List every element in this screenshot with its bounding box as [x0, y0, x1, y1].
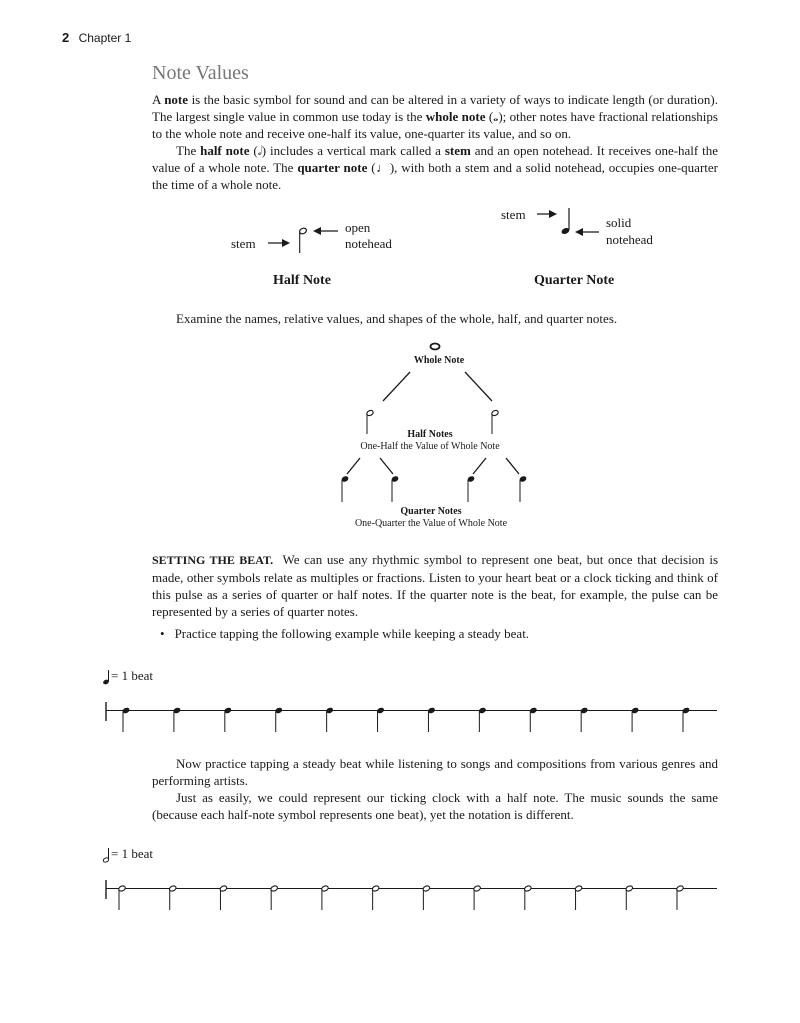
- tree-branch: [465, 372, 492, 401]
- quarter-note-icon: [467, 475, 476, 502]
- half-note-icon: [422, 885, 430, 910]
- half-notes-label: Half Notes: [407, 429, 453, 440]
- quarter-note-icon: [274, 707, 283, 732]
- whole-note-icon: [431, 344, 440, 350]
- quarter-note-icon: [427, 707, 436, 732]
- quarter-head-label-2: notehead: [606, 232, 653, 247]
- quarter-note-icon: [102, 669, 111, 685]
- intro-paragraph-2: The half note (𝅗𝅥) includes a vertical mark called a stem and an open notehead. It receives one-half the value of a whole note. The quarter note (♩), with both a stem and a solid notehead, occupies one-quarter the time of a whole note.: [152, 143, 719, 192]
- quarter-note-icon: [325, 707, 334, 732]
- half-note-icon: [169, 885, 177, 910]
- intro-paragraph-1: A note is the basic symbol for sound and can be altered in a variety of ways to indicate length (or duration). The largest single value in common use today is the whole note (𝅝); other notes have fractional relationships to the whole note and receive one-half its value, one-quarter its value, and so on.: [152, 92, 719, 141]
- half-note-caption: Half Note: [273, 273, 331, 288]
- beat-legend-text: = 1 beat: [111, 668, 153, 683]
- quarter-note-icon: [580, 707, 589, 732]
- half-note-icon: [219, 885, 227, 910]
- rhythm-staff-half: [0, 868, 800, 918]
- term-whole-note: whole note: [425, 109, 486, 124]
- half-note-icon: [574, 885, 582, 910]
- tree-branch: [473, 458, 486, 474]
- term-quarter-note: quarter note: [297, 160, 368, 175]
- quarter-note-icon: [478, 707, 487, 732]
- quarter-note-icon: [173, 707, 182, 732]
- half-head-label-1: open: [345, 220, 371, 235]
- whole-note-label: Whole Note: [413, 355, 465, 366]
- quarter-note-icon: [391, 475, 400, 502]
- tree-branch: [380, 458, 393, 474]
- bullet-text: Practice tapping the following example while keeping a steady beat.: [174, 626, 530, 641]
- quarter-note-icon: [223, 707, 232, 732]
- half-note-icon: [321, 885, 329, 910]
- setting-beat-text: We can use any rhythmic symbol to represent one beat, but once that decision is made, other symbols relate as multiples or fractions. Listen to your heart beat or a clock ticking and think of this pulse as a series of quarter or half notes. If the quarter note is the beat, for example, the pulse can be represented by a series of quarter notes.: [152, 552, 719, 619]
- half-note-icon: [118, 885, 126, 910]
- quarter-note-icon: [519, 475, 528, 502]
- quarter-notes-label: Quarter Notes: [400, 506, 462, 517]
- half-note-icon: [372, 885, 380, 910]
- half-note-icon: [676, 885, 684, 910]
- quarter-notes-description: One-Quarter the Value of Whole Note: [354, 518, 508, 529]
- tree-branch: [506, 458, 519, 474]
- practice-paragraph-2: Just as easily, we could represent our ticking clock with a half note. The music sounds the same (because each half-note symbol represents one beat), yet the notation is different.: [152, 790, 718, 822]
- quarter-note-icon: [341, 475, 350, 502]
- setting-beat-heading: SETTING THE BEAT.: [152, 553, 274, 567]
- tree-branch: [347, 458, 360, 474]
- quarter-note-icon: [376, 707, 385, 732]
- quarter-note-icon: [631, 707, 640, 732]
- beat-legend-text: = 1 beat: [111, 846, 153, 861]
- term-stem: stem: [444, 143, 471, 158]
- quarter-note-icon: [529, 707, 538, 732]
- quarter-stem-label: stem: [501, 207, 526, 222]
- beat-legend-quarter: [102, 668, 153, 685]
- half-notes-description: One-Half the Value of Whole Note: [360, 441, 500, 452]
- tree-branch: [383, 372, 410, 401]
- half-note-icon: [625, 885, 633, 910]
- bullet-icon: •: [160, 626, 165, 641]
- quarter-head-label-1: solid: [606, 215, 632, 230]
- half-note-icon: [473, 885, 481, 910]
- practice-text: [152, 755, 718, 823]
- half-note-icon: [270, 885, 278, 910]
- half-note-icon: [524, 885, 532, 910]
- setting-beat-paragraph: [152, 551, 718, 620]
- half-head-label-2: notehead: [345, 236, 392, 251]
- quarter-note-caption: Quarter Note: [534, 273, 615, 288]
- half-note-icon: [102, 847, 111, 863]
- term-half-note: half note: [200, 143, 250, 158]
- page-number: 2: [62, 30, 70, 45]
- quarter-note-icon: [682, 707, 691, 732]
- rhythm-staff-quarter: [0, 690, 800, 740]
- chapter-label: Chapter 1: [78, 31, 132, 45]
- practice-paragraph-1: Now practice tapping a steady beat while listening to songs and compositions from various genres and performing artists.: [152, 756, 718, 788]
- beat-legend-half: [102, 846, 153, 863]
- section-title: Note Values: [152, 62, 249, 84]
- quarter-note-icon: [122, 707, 131, 732]
- bullet-item: [160, 626, 529, 642]
- half-stem-label: stem: [231, 236, 256, 251]
- examine-text: Examine the names, relative values, and shapes of the whole, half, and quarter notes.: [176, 311, 618, 326]
- term-note: note: [164, 92, 189, 107]
